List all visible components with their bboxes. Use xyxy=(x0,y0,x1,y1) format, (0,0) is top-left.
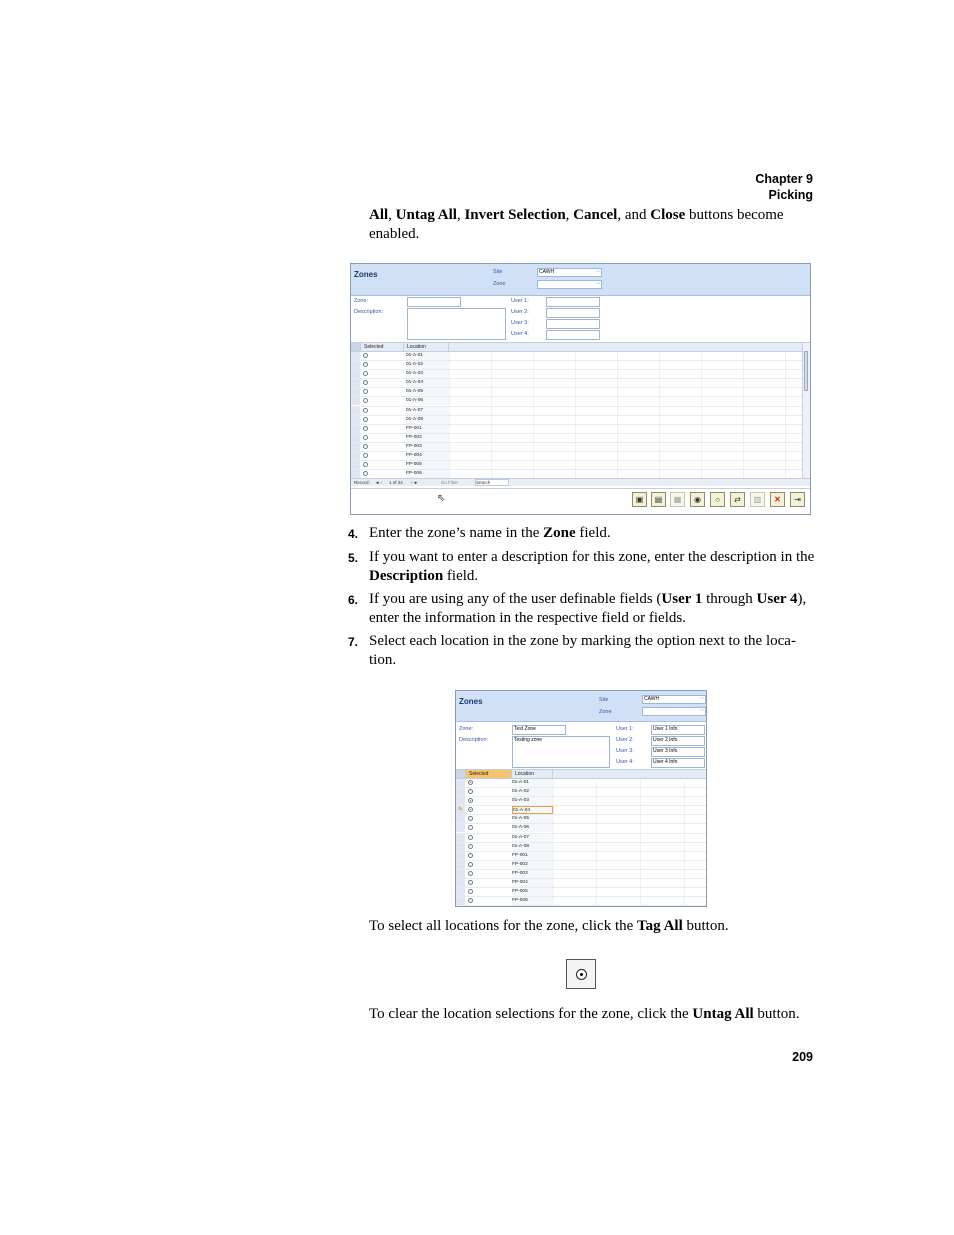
location-cell[interactable]: 01-A-02 xyxy=(406,361,449,369)
table-row[interactable] xyxy=(351,397,810,406)
selected-option[interactable] xyxy=(468,825,473,830)
table-row[interactable] xyxy=(351,370,810,379)
tag-all-paragraph xyxy=(369,917,815,936)
selected-option[interactable] xyxy=(363,380,368,385)
location-cell[interactable]: 01-A-03 xyxy=(406,370,449,378)
location-cell[interactable]: 01-A-03 xyxy=(512,797,553,805)
description-input[interactable] xyxy=(407,308,506,340)
selected-option[interactable] xyxy=(363,371,368,376)
no-filter-button[interactable]: No Filter xyxy=(441,480,459,485)
selected-option[interactable] xyxy=(363,453,368,458)
table-row[interactable] xyxy=(456,834,706,843)
table-row[interactable] xyxy=(456,843,706,852)
zone-input[interactable] xyxy=(407,297,461,307)
row-selector[interactable] xyxy=(351,379,360,387)
row-selector[interactable] xyxy=(351,443,360,451)
grid-rows xyxy=(351,352,810,479)
row-selector[interactable] xyxy=(456,879,465,887)
zone-input[interactable]: Test Zone xyxy=(512,725,566,735)
zones-screenshot-filled xyxy=(455,690,707,907)
table-row[interactable] xyxy=(351,352,810,361)
selected-option[interactable] xyxy=(468,816,473,821)
location-cell[interactable]: FP-001 xyxy=(512,852,553,860)
row-selector[interactable] xyxy=(456,815,465,823)
site-select[interactable]: CAWH ⌵ xyxy=(537,268,602,277)
row-selector[interactable] xyxy=(351,388,360,396)
step-term: Zone xyxy=(543,525,576,541)
step-text: If you want to enter a description for this zone, enter the description in the xyxy=(369,549,815,565)
sep: , and xyxy=(617,207,651,223)
location-cell[interactable]: FP-002 xyxy=(512,861,553,869)
location-cell[interactable]: FP-003 xyxy=(406,443,449,451)
step-text: field. xyxy=(575,525,611,541)
location-cell[interactable]: 01-A-07 xyxy=(406,407,449,415)
selected-option[interactable] xyxy=(363,353,368,358)
selected-option[interactable] xyxy=(363,408,368,413)
section-label: Picking xyxy=(768,188,813,202)
row-selector[interactable] xyxy=(351,407,360,415)
selected-option[interactable] xyxy=(363,426,368,431)
table-row[interactable] xyxy=(456,815,706,824)
form-header xyxy=(351,264,810,296)
step-text: ), enter the information in the respective field or fields. xyxy=(369,591,807,626)
step-text: field. xyxy=(443,568,479,584)
location-cell[interactable]: 01-A-06 xyxy=(406,397,449,405)
para-text: button. xyxy=(682,918,729,934)
col-location-header[interactable]: Location xyxy=(404,343,449,351)
table-row[interactable] xyxy=(351,434,810,443)
table-row[interactable] xyxy=(456,779,706,788)
term-all: All xyxy=(369,207,389,223)
row-selector[interactable] xyxy=(351,416,360,424)
search-box[interactable]: Search xyxy=(475,479,509,486)
locations-grid xyxy=(456,769,706,907)
col-selected-header[interactable]: Selected xyxy=(361,343,404,351)
table-row[interactable] xyxy=(456,861,706,870)
user2-input[interactable]: User 2 Info xyxy=(651,736,705,746)
step-term: User 4 xyxy=(756,591,798,607)
site-label: Site xyxy=(493,269,503,275)
step-6 xyxy=(348,590,818,628)
user2-label: User 2: xyxy=(616,737,634,743)
row-selector[interactable] xyxy=(351,361,360,369)
table-row[interactable] xyxy=(456,788,706,797)
intro-paragraph xyxy=(369,206,815,244)
user2-input[interactable] xyxy=(546,308,600,318)
user3-label: User 3: xyxy=(511,320,529,326)
user4-input[interactable] xyxy=(546,330,600,340)
user4-input[interactable]: User 4 Info xyxy=(651,758,705,768)
record-label: Record: xyxy=(354,480,370,485)
step-text: If you are using any of the user definable fields ( xyxy=(369,591,662,607)
untag-all-button-icon[interactable]: ○ xyxy=(710,492,725,507)
step-term: User 1 xyxy=(661,591,703,607)
cancel-button-icon[interactable]: ✕ xyxy=(770,492,785,507)
row-selector[interactable] xyxy=(456,843,465,851)
untag-all-paragraph xyxy=(369,1005,815,1024)
user4-label: User 4: xyxy=(511,331,529,337)
form-header xyxy=(456,691,706,722)
grid-header xyxy=(456,770,706,779)
selected-option[interactable] xyxy=(363,435,368,440)
zone-select[interactable] xyxy=(642,707,706,716)
location-cell[interactable]: 01-A-08 xyxy=(406,416,449,424)
step-4 xyxy=(348,524,818,543)
select-all-corner[interactable] xyxy=(351,343,361,351)
selected-option[interactable] xyxy=(468,780,473,785)
first-record-icon[interactable]: ◄ ‹ xyxy=(375,480,383,485)
table-row[interactable] xyxy=(456,879,706,888)
row-selector[interactable] xyxy=(351,352,360,360)
selected-option[interactable] xyxy=(363,444,368,449)
location-cell[interactable]: 01-A-05 xyxy=(406,388,449,396)
table-row[interactable] xyxy=(351,443,810,452)
table-row[interactable] xyxy=(351,416,810,425)
row-selector[interactable] xyxy=(456,897,465,905)
site-label: Site xyxy=(599,697,609,703)
selected-option[interactable] xyxy=(363,398,368,403)
row-selector[interactable] xyxy=(456,806,465,814)
zone-label: Zone: xyxy=(459,726,474,732)
term-tag-all: Tag All xyxy=(637,918,683,934)
selected-option[interactable] xyxy=(468,844,473,849)
sep: , xyxy=(565,207,574,223)
term-cancel: Cancel xyxy=(573,207,618,223)
new-button-icon[interactable]: ▣ xyxy=(632,492,647,507)
page-number: 209 xyxy=(792,1050,813,1064)
delete-button-icon[interactable]: ▥ xyxy=(750,492,765,507)
location-cell[interactable]: 01-A-04 xyxy=(512,806,553,814)
location-cell[interactable]: 01-A-01 xyxy=(406,352,449,360)
row-selector[interactable] xyxy=(456,824,465,832)
step-text: Select each location in the zone by marking the option next to the loca-tion. xyxy=(369,633,796,668)
row-selector[interactable] xyxy=(456,861,465,869)
user1-label: User 1: xyxy=(616,726,634,732)
zone-label: Zone: xyxy=(354,298,369,304)
selected-option[interactable] xyxy=(468,862,473,867)
table-row[interactable] xyxy=(456,852,706,861)
location-cell[interactable]: 01-A-05 xyxy=(512,815,553,823)
table-row[interactable] xyxy=(456,806,706,815)
invert-selection-button-icon[interactable]: ⇄ xyxy=(730,492,745,507)
selected-option[interactable] xyxy=(468,835,473,840)
step-text: Enter the zone’s name in the xyxy=(369,525,544,541)
grid-rows xyxy=(456,779,706,906)
location-cell[interactable]: FP-006 xyxy=(406,470,449,478)
selected-option[interactable] xyxy=(468,871,473,876)
record-navigator xyxy=(351,478,810,486)
location-cell[interactable]: FP-004 xyxy=(512,879,553,887)
grid-header xyxy=(351,343,810,352)
term-close: Close xyxy=(650,207,686,223)
table-row[interactable] xyxy=(456,888,706,897)
user1-label: User 1: xyxy=(511,298,529,304)
location-cell[interactable]: 01-A-06 xyxy=(512,824,553,832)
row-selector[interactable] xyxy=(351,452,360,460)
zone-select-label: Zone xyxy=(493,281,506,287)
row-selector[interactable] xyxy=(456,834,465,842)
edit-pencil-icon: ✎ xyxy=(458,807,464,814)
location-cell[interactable]: 01-A-02 xyxy=(512,788,553,796)
tag-all-button-icon[interactable]: ◉ xyxy=(690,492,705,507)
row-selector[interactable] xyxy=(456,797,465,805)
step-5 xyxy=(348,548,818,586)
location-cell[interactable]: FP-003 xyxy=(512,870,553,878)
chapter-label: Chapter 9 xyxy=(755,172,813,186)
next-record-icon[interactable]: › ► xyxy=(411,480,419,485)
table-row[interactable] xyxy=(351,425,810,434)
form-title: Zones xyxy=(459,697,483,706)
table-row[interactable] xyxy=(351,461,810,470)
close-button-icon[interactable]: ⇥ xyxy=(790,492,805,507)
location-cell[interactable]: FP-001 xyxy=(406,425,449,433)
form-title: Zones xyxy=(354,270,378,279)
location-cell[interactable]: FP-006 xyxy=(512,897,553,905)
location-cell[interactable]: FP-005 xyxy=(512,888,553,896)
mouse-cursor-icon: ⇖ xyxy=(437,493,446,504)
selected-option[interactable] xyxy=(363,362,368,367)
row-selector[interactable] xyxy=(456,779,465,787)
user3-label: User 3: xyxy=(616,748,634,754)
table-row[interactable] xyxy=(351,452,810,461)
step-7 xyxy=(348,632,818,670)
table-row[interactable] xyxy=(456,824,706,833)
running-header xyxy=(755,171,813,203)
user2-label: User 2: xyxy=(511,309,529,315)
selected-option[interactable] xyxy=(468,789,473,794)
scroll-thumb[interactable] xyxy=(804,351,808,391)
edit-button-icon[interactable]: ▦ xyxy=(670,492,685,507)
row-selector[interactable] xyxy=(351,425,360,433)
term-untag-all: Untag All xyxy=(692,1006,754,1022)
selected-option[interactable] xyxy=(363,389,368,394)
table-row[interactable] xyxy=(456,870,706,879)
selected-option[interactable] xyxy=(363,462,368,467)
col-selected-header[interactable]: Selected xyxy=(466,770,512,778)
description-label: Description: xyxy=(459,737,489,743)
row-selector[interactable] xyxy=(351,434,360,442)
step-number: 7. xyxy=(348,635,359,649)
step-text: through xyxy=(702,591,757,607)
row-selector[interactable] xyxy=(351,397,360,405)
selected-option[interactable] xyxy=(363,471,368,476)
table-row[interactable] xyxy=(456,897,706,906)
selected-option[interactable] xyxy=(468,798,473,803)
description-input[interactable]: Testing zone xyxy=(512,736,610,768)
record-position[interactable]: 1 of 24 xyxy=(389,480,403,485)
col-location-header[interactable]: Location xyxy=(512,770,553,778)
save-button-icon[interactable]: ▤ xyxy=(651,492,666,507)
term-invert-selection: Invert Selection xyxy=(464,207,566,223)
user4-label: User 4: xyxy=(616,759,634,765)
locations-grid xyxy=(351,342,810,479)
select-all-corner[interactable] xyxy=(456,770,466,778)
step-number: 6. xyxy=(348,593,359,607)
intro-tail: buttons become enabled. xyxy=(369,207,784,242)
form-toolbar xyxy=(351,488,810,515)
table-row[interactable] xyxy=(351,361,810,370)
row-selector[interactable] xyxy=(456,870,465,878)
tag-all-button-icon xyxy=(566,959,596,989)
row-selector[interactable] xyxy=(456,888,465,896)
step-term: Description xyxy=(369,568,444,584)
row-selector[interactable] xyxy=(351,461,360,469)
para-text: To select all locations for the zone, click the xyxy=(369,918,638,934)
location-cell[interactable]: 01-A-01 xyxy=(512,779,553,787)
selected-option[interactable] xyxy=(468,853,473,858)
row-selector[interactable] xyxy=(351,370,360,378)
table-row[interactable] xyxy=(351,407,810,416)
location-cell[interactable]: FP-005 xyxy=(406,461,449,469)
step-number: 5. xyxy=(348,551,359,565)
para-text: To clear the location selections for the zone, click the xyxy=(369,1006,693,1022)
selected-option[interactable] xyxy=(468,880,473,885)
table-row[interactable] xyxy=(456,797,706,806)
location-cell[interactable]: FP-004 xyxy=(406,452,449,460)
selected-option[interactable] xyxy=(468,889,473,894)
user3-input[interactable] xyxy=(546,319,600,329)
table-row[interactable] xyxy=(351,379,810,388)
zone-select[interactable] xyxy=(537,280,602,289)
user1-input[interactable]: User 1 Info xyxy=(651,725,705,735)
row-selector[interactable] xyxy=(456,788,465,796)
row-selector[interactable] xyxy=(456,852,465,860)
zone-select-label: Zone xyxy=(599,709,612,715)
sep: , xyxy=(388,207,396,223)
location-cell[interactable]: FP-002 xyxy=(406,434,449,442)
site-select[interactable]: CAWH ⌵ xyxy=(642,695,706,704)
zones-screenshot-empty xyxy=(350,263,811,515)
location-cell[interactable]: 01-A-07 xyxy=(512,834,553,842)
sep: , xyxy=(456,207,465,223)
table-row[interactable] xyxy=(351,388,810,397)
description-label: Description: xyxy=(354,309,384,315)
selected-option[interactable] xyxy=(363,417,368,422)
user1-input[interactable] xyxy=(546,297,600,307)
selected-option[interactable] xyxy=(468,807,473,812)
step-number: 4. xyxy=(348,527,359,541)
para-text: button. xyxy=(753,1006,800,1022)
selected-option[interactable] xyxy=(468,898,473,903)
location-cell[interactable]: 01-A-04 xyxy=(406,379,449,387)
user3-input[interactable]: User 3 Info xyxy=(651,747,705,757)
location-cell[interactable]: 01-A-08 xyxy=(512,843,553,851)
term-untag-all: Untag All xyxy=(395,207,457,223)
grid-scrollbar[interactable] xyxy=(802,343,810,479)
